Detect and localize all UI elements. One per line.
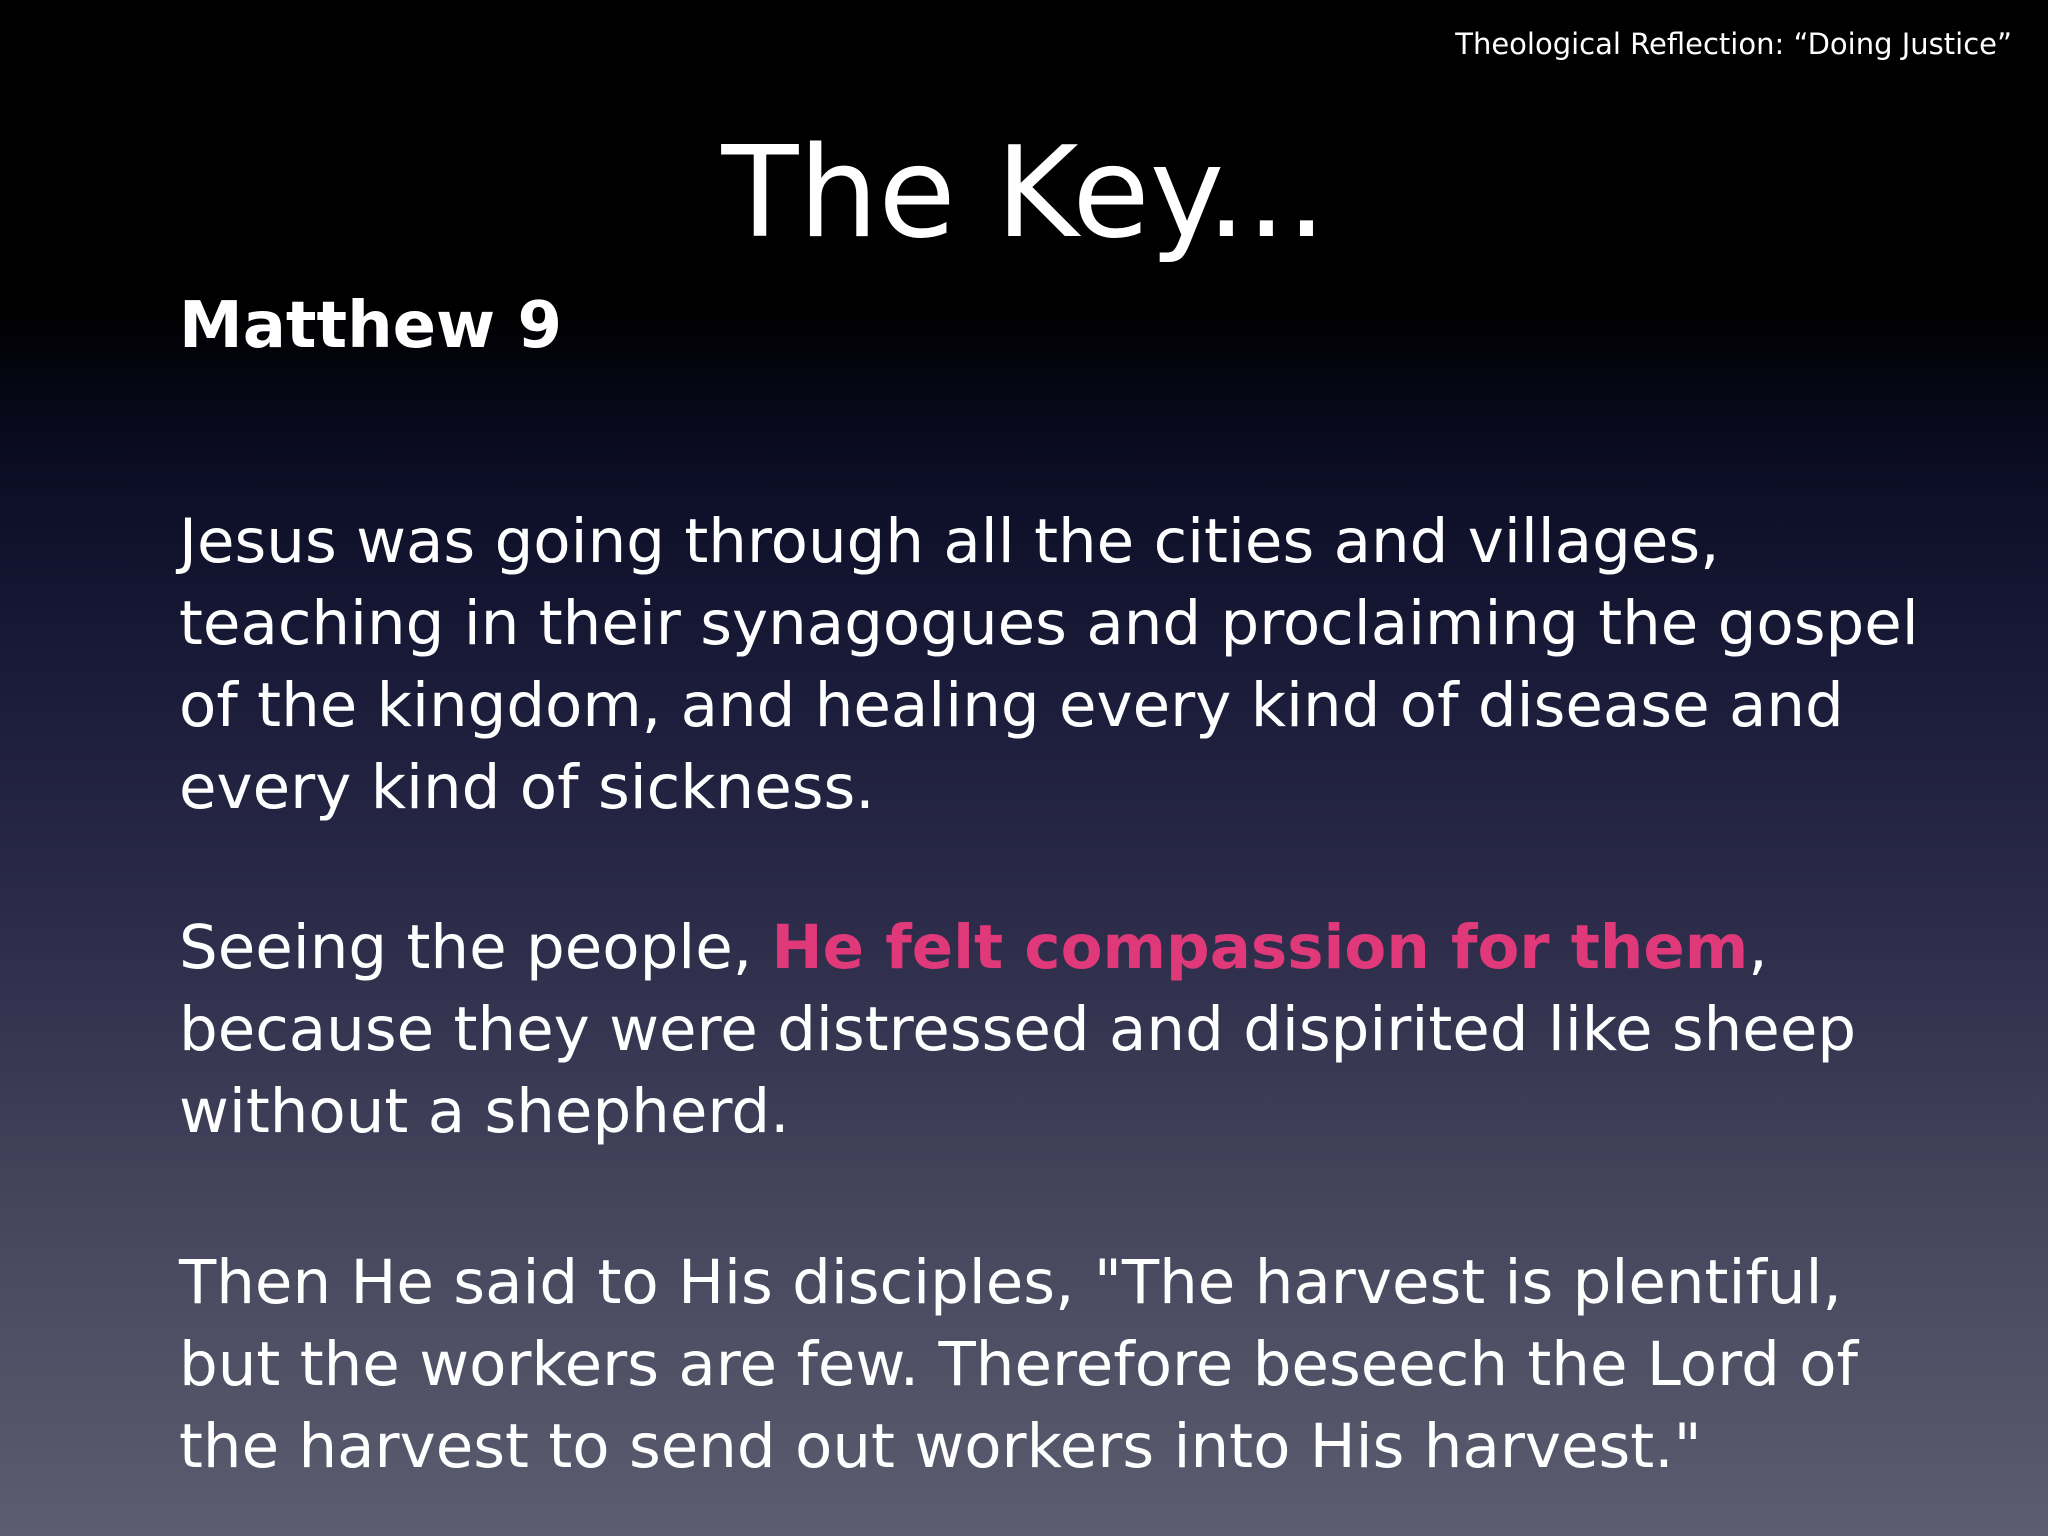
paragraph-1: Jesus was going through all the cities and villages, teaching in their synagogues and proclaiming the gospel of the kingdom, and healing every kind of disease and every kind of sickness. <box>179 506 1919 823</box>
header-caption: Theological Reflection: “Doing Justice” <box>1455 27 2012 61</box>
paragraph-2-rest: , because they were distressed and dispirited like sheep without a shepherd. <box>179 912 1857 1147</box>
passage-reference: Matthew 9 <box>179 289 562 363</box>
paragraph-2 <box>179 907 1919 1153</box>
slide-title: The Key... <box>721 119 1327 266</box>
compassion-emphasis: He felt compassion for them <box>771 912 1749 983</box>
paragraph-2-lead: Seeing the people, <box>179 912 772 983</box>
paragraph-3: Then He said to His disciples, "The harvest is plentiful, but the workers are few. Therefore beseech the Lord of the harvest to send out workers into His harvest." <box>179 1247 1859 1482</box>
